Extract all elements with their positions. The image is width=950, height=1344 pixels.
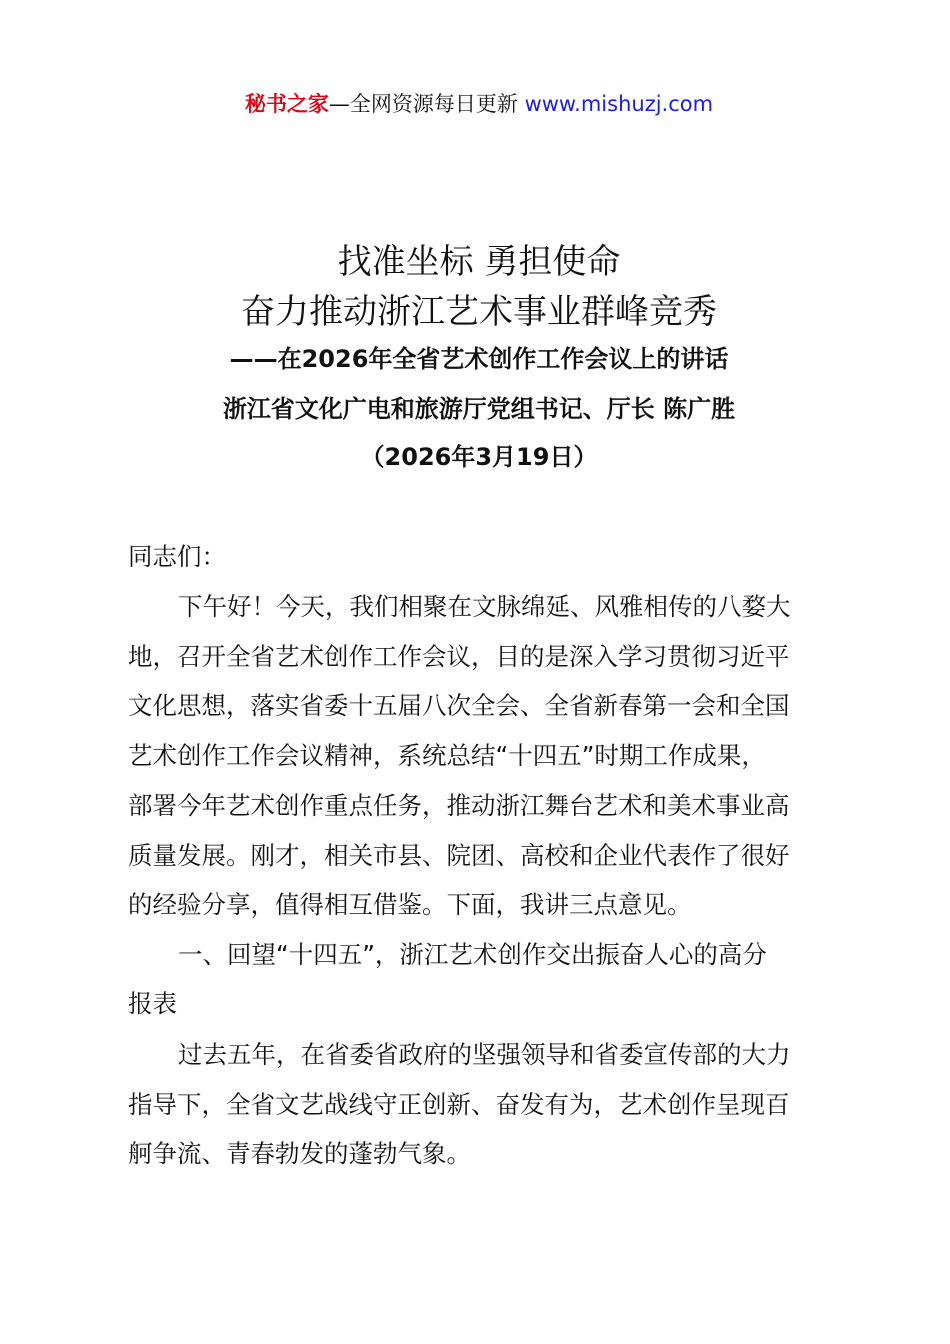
section-heading: 一、回望“十四五”，浙江艺术创作交出振奋人心的高分: [178, 940, 767, 969]
body-line: 部署今年艺术创作重点任务，推动浙江舞台艺术和美术事业高: [128, 791, 790, 820]
site-url-link[interactable]: www.mishuzj.com: [524, 92, 714, 116]
body-line: 舸争流、青春勃发的蓬勃气象。: [128, 1139, 471, 1168]
title-line-1: 找准坐标 勇担使命: [337, 242, 621, 282]
header-tagline: —全网资源每日更新: [328, 92, 525, 116]
subtitle: ——在2026年全省艺术创作工作会议上的讲话: [229, 345, 729, 373]
body-line: 的经验分享，值得相互借鉴。下面，我讲三点意见。: [128, 890, 692, 919]
body-line: 艺术创作工作会议精神，系统总结“十四五”时期工作成果，: [128, 741, 766, 770]
section-heading: 报表: [128, 989, 177, 1018]
body-line: 质量发展。刚才，相关市县、院团、高校和企业代表作了很好: [128, 841, 790, 870]
body-line: 下午好！今天，我们相聚在文脉绵延、风雅相传的八婺大: [178, 592, 791, 621]
speaker: 浙江省文化广电和旅游厅党组书记、厅长 陈广胜: [222, 395, 736, 423]
body-line: 指导下，全省文艺战线守正创新、奋发有为，艺术创作呈现百: [128, 1090, 790, 1119]
body-line: 过去五年，在省委省政府的坚强领导和省委宣传部的大力: [178, 1040, 791, 1069]
body-line: 地，召开全省艺术创作工作会议，目的是深入学习贯彻习近平: [128, 642, 790, 671]
salutation: 同志们：: [128, 542, 226, 571]
title-line-2: 奋力推动浙江艺术事业群峰竞秀: [241, 292, 717, 332]
brand-name: 秘书之家: [244, 92, 329, 116]
site-header: [0, 88, 950, 118]
speech-date: （2026年3月19日）: [360, 443, 598, 471]
body-line: 文化思想，落实省委十五届八次全会、全省新春第一会和全国: [128, 691, 790, 720]
